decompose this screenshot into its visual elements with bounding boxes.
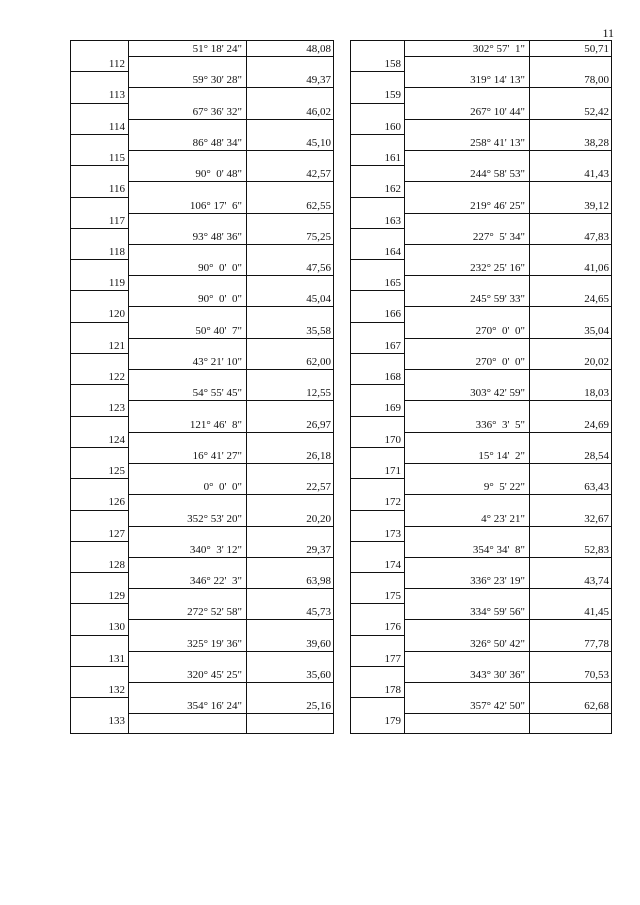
point-cell-divider <box>351 259 404 260</box>
point-number: 112 <box>108 58 125 70</box>
value-row-divider <box>404 557 611 558</box>
value-row-divider <box>128 56 333 57</box>
distance-value: 24,65 <box>584 293 609 306</box>
point-cell-divider <box>71 635 128 636</box>
point-cell-divider <box>351 103 404 104</box>
point-number: 169 <box>384 402 401 415</box>
bearing-value: 267° 10' 44" <box>470 105 525 118</box>
point-number: 113 <box>108 89 125 102</box>
bearing-value: 0° 0' 0" <box>203 481 242 494</box>
point-cell-divider <box>71 541 128 542</box>
point-number: 122 <box>108 371 125 383</box>
point-cell-divider <box>351 165 404 166</box>
point-number: 165 <box>384 277 401 290</box>
point-cell-divider <box>71 353 128 354</box>
point-cell-divider <box>351 478 404 479</box>
point-number: 115 <box>108 151 125 164</box>
point-number: 133 <box>108 715 125 728</box>
distance-value: 63,98 <box>306 575 331 588</box>
distance-value: 39,12 <box>584 199 609 212</box>
value-row-divider <box>128 306 333 307</box>
bearing-value: 326° 50' 42" <box>470 637 525 650</box>
distance-value: 77,78 <box>584 637 609 650</box>
distance-value: 62,00 <box>306 356 331 368</box>
point-cell-divider <box>351 447 404 448</box>
point-cell-divider <box>351 228 404 229</box>
point-number: 121 <box>108 339 125 352</box>
value-row-divider <box>128 369 333 370</box>
bearing-value: 93° 48' 36" <box>192 230 242 243</box>
distance-value: 49,37 <box>306 74 331 87</box>
point-cell-divider <box>71 447 128 448</box>
distance-value: 39,60 <box>306 637 331 650</box>
point-number: 177 <box>384 652 401 665</box>
distance-value: 28,54 <box>584 449 609 462</box>
value-row-divider <box>128 432 333 433</box>
point-number: 123 <box>108 402 125 415</box>
distance-value: 35,04 <box>584 324 609 337</box>
value-row-divider <box>128 213 333 214</box>
bearing-value: 9° 5' 22" <box>483 481 525 494</box>
point-cell-divider <box>71 228 128 229</box>
point-number: 178 <box>384 684 401 696</box>
bearing-value: 15° 14' 2" <box>478 449 525 462</box>
point-number: 120 <box>108 308 125 321</box>
distance-value: 24,69 <box>584 418 609 431</box>
bearing-value: 121° 46' 8" <box>189 418 242 431</box>
bearing-value: 90° 0' 0" <box>198 293 242 306</box>
point-number: 161 <box>384 151 401 164</box>
distance-value: 45,04 <box>306 293 331 306</box>
bearing-value: 270° 0' 0" <box>475 356 525 368</box>
bearing-value: 336° 3' 5" <box>475 418 525 431</box>
bearing-value: 303° 42' 59" <box>470 387 525 400</box>
bearing-value: 340° 3' 12" <box>189 543 242 556</box>
distance-value: 50,71 <box>584 43 609 55</box>
point-number: 159 <box>384 89 401 102</box>
point-number: 174 <box>384 558 401 571</box>
bearing-value: 320° 45' 25" <box>187 669 242 681</box>
point-number: 129 <box>108 590 125 603</box>
bearing-value: 90° 0' 48" <box>195 168 242 181</box>
value-row-divider <box>404 119 611 120</box>
point-cell-divider <box>71 103 128 104</box>
point-number: 170 <box>384 433 401 446</box>
value-row-divider <box>128 275 333 276</box>
point-cell-divider <box>351 635 404 636</box>
bearing-value: 227° 5' 34" <box>472 230 525 243</box>
point-number: 160 <box>384 120 401 133</box>
value-row-divider <box>128 400 333 401</box>
value-row-divider <box>128 682 333 683</box>
point-number: 164 <box>384 245 401 258</box>
value-row-divider <box>404 87 611 88</box>
distance-value: 22,57 <box>306 481 331 494</box>
point-number: 179 <box>384 715 401 728</box>
value-row-divider <box>128 150 333 151</box>
value-row-divider <box>404 56 611 57</box>
value-row-divider <box>404 400 611 401</box>
point-cell-divider <box>71 510 128 511</box>
distance-value: 62,68 <box>584 700 609 713</box>
distance-value: 70,53 <box>584 669 609 681</box>
distance-value: 32,67 <box>584 512 609 525</box>
point-number: 119 <box>108 277 125 290</box>
distance-value: 47,83 <box>584 230 609 243</box>
bearing-value: 59° 30' 28" <box>192 74 242 87</box>
point-number: 131 <box>108 652 125 665</box>
point-cell-divider <box>71 603 128 604</box>
value-row-divider <box>404 244 611 245</box>
value-row-divider <box>128 463 333 464</box>
value-row-divider <box>404 713 611 714</box>
point-number: 124 <box>108 433 125 446</box>
value-row-divider <box>128 713 333 714</box>
distance-value: 52,42 <box>584 105 609 118</box>
value-row-divider <box>404 213 611 214</box>
bearing-value: 16° 41' 27" <box>192 449 242 462</box>
point-number: 176 <box>384 621 401 634</box>
point-cell-divider <box>351 572 404 573</box>
distance-value: 46,02 <box>306 105 331 118</box>
value-row-divider <box>128 119 333 120</box>
value-row-divider <box>128 87 333 88</box>
point-cell-divider <box>351 71 404 72</box>
point-cell-divider <box>71 134 128 135</box>
distance-value: 12,55 <box>306 387 331 400</box>
distance-value: 42,57 <box>306 168 331 181</box>
point-cell-divider <box>351 134 404 135</box>
bearing-value: 106° 17' 6" <box>189 199 242 212</box>
distance-value: 35,60 <box>306 669 331 681</box>
bearing-value: 232° 25' 16" <box>470 262 525 275</box>
point-number: 158 <box>384 58 401 70</box>
bearing-value: 50° 40' 7" <box>195 324 242 337</box>
value-row-divider <box>404 432 611 433</box>
page-number: 11 <box>602 26 614 40</box>
value-row-divider <box>404 651 611 652</box>
value-row-divider <box>128 557 333 558</box>
bearing-value: 258° 41' 13" <box>470 136 525 149</box>
bearing-value: 270° 0' 0" <box>475 324 525 337</box>
value-row-divider <box>128 526 333 527</box>
point-number: 168 <box>384 371 401 383</box>
point-number: 166 <box>384 308 401 321</box>
value-row-divider <box>404 494 611 495</box>
value-row-divider <box>404 369 611 370</box>
bearing-value: 352° 53' 20" <box>187 512 242 525</box>
point-number: 127 <box>108 527 125 540</box>
point-number: 162 <box>384 183 401 196</box>
point-cell-divider <box>351 510 404 511</box>
survey-table-right <box>350 40 612 734</box>
bearing-value: 51° 18' 24" <box>192 43 242 55</box>
distance-value: 20,02 <box>584 356 609 368</box>
point-cell-divider <box>71 478 128 479</box>
bearing-value: 67° 36' 32" <box>192 105 242 118</box>
distance-value: 52,83 <box>584 543 609 556</box>
point-cell-divider <box>71 384 128 385</box>
distance-value: 26,97 <box>306 418 331 431</box>
point-number: 116 <box>108 183 125 196</box>
value-row-divider <box>128 588 333 589</box>
value-row-divider <box>404 588 611 589</box>
point-cell-divider <box>351 603 404 604</box>
point-cell-divider <box>351 384 404 385</box>
value-row-divider <box>404 526 611 527</box>
distance-value: 43,74 <box>584 575 609 588</box>
point-number: 114 <box>108 120 125 133</box>
value-row-divider <box>404 275 611 276</box>
distance-value: 45,73 <box>306 606 331 619</box>
bearing-value: 302° 57' 1" <box>472 43 525 55</box>
bearing-value: 86° 48' 34" <box>192 136 242 149</box>
point-cell-divider <box>351 416 404 417</box>
point-cell-divider <box>351 697 404 698</box>
point-number: 128 <box>108 558 125 571</box>
value-row-divider <box>404 619 611 620</box>
distance-value: 18,03 <box>584 387 609 400</box>
bearing-value: 245° 59' 33" <box>470 293 525 306</box>
point-cell-divider <box>351 541 404 542</box>
distance-value: 63,43 <box>584 481 609 494</box>
bearing-value: 357° 42' 50" <box>470 700 525 713</box>
bearing-value: 343° 30' 36" <box>470 669 525 681</box>
distance-value: 41,45 <box>584 606 609 619</box>
point-cell-divider <box>351 197 404 198</box>
bearing-value: 54° 55' 45" <box>192 387 242 400</box>
point-number: 172 <box>384 496 401 509</box>
bearing-value: 354° 16' 24" <box>187 700 242 713</box>
value-row-divider <box>128 651 333 652</box>
point-number: 175 <box>384 590 401 603</box>
point-number: 132 <box>108 684 125 696</box>
value-row-divider <box>128 494 333 495</box>
value-row-divider <box>404 150 611 151</box>
point-cell-divider <box>71 197 128 198</box>
value-row-divider <box>128 181 333 182</box>
distance-value: 35,58 <box>306 324 331 337</box>
distance-value: 25,16 <box>306 700 331 713</box>
point-cell-divider <box>71 416 128 417</box>
value-row-divider <box>404 338 611 339</box>
point-number: 171 <box>384 464 401 477</box>
distance-value: 48,08 <box>306 43 331 55</box>
distance-value: 29,37 <box>306 543 331 556</box>
bearing-value: 336° 23' 19" <box>470 575 525 588</box>
distance-value: 41,06 <box>584 262 609 275</box>
distance-value: 41,43 <box>584 168 609 181</box>
survey-table-left <box>70 40 334 734</box>
point-cell-divider <box>71 322 128 323</box>
point-number: 126 <box>108 496 125 509</box>
distance-value: 78,00 <box>584 74 609 87</box>
point-cell-divider <box>71 697 128 698</box>
bearing-value: 219° 46' 25" <box>470 199 525 212</box>
point-cell-divider <box>71 259 128 260</box>
value-row-divider <box>128 244 333 245</box>
distance-value: 45,10 <box>306 136 331 149</box>
point-number: 117 <box>108 214 125 227</box>
value-row-divider <box>128 619 333 620</box>
bearing-value: 43° 21' 10" <box>192 356 242 368</box>
value-row-divider <box>404 306 611 307</box>
point-cell-divider <box>71 71 128 72</box>
point-cell-divider <box>71 666 128 667</box>
point-cell-divider <box>71 290 128 291</box>
bearing-value: 325° 19' 36" <box>187 637 242 650</box>
point-number: 167 <box>384 339 401 352</box>
value-row-divider <box>404 682 611 683</box>
point-number: 173 <box>384 527 401 540</box>
distance-value: 38,28 <box>584 136 609 149</box>
point-cell-divider <box>351 290 404 291</box>
point-cell-divider <box>71 165 128 166</box>
bearing-value: 244° 58' 53" <box>470 168 525 181</box>
distance-value: 20,20 <box>306 512 331 525</box>
bearing-value: 354° 34' 8" <box>472 543 525 556</box>
distance-value: 62,55 <box>306 199 331 212</box>
value-row-divider <box>128 338 333 339</box>
point-cell-divider <box>71 572 128 573</box>
value-row-divider <box>404 181 611 182</box>
point-cell-divider <box>351 353 404 354</box>
distance-value: 26,18 <box>306 449 331 462</box>
point-number: 130 <box>108 621 125 634</box>
bearing-value: 272° 52' 58" <box>187 606 242 619</box>
point-number: 118 <box>108 245 125 258</box>
bearing-value: 319° 14' 13" <box>470 74 525 87</box>
value-row-divider <box>404 463 611 464</box>
bearing-value: 4° 23' 21" <box>481 512 525 525</box>
bearing-value: 346° 22' 3" <box>189 575 242 588</box>
distance-value: 47,56 <box>306 262 331 275</box>
bearing-value: 90° 0' 0" <box>198 262 242 275</box>
point-cell-divider <box>351 322 404 323</box>
distance-value: 75,25 <box>306 230 331 243</box>
point-number: 163 <box>384 214 401 227</box>
point-cell-divider <box>351 666 404 667</box>
point-number: 125 <box>108 464 125 477</box>
bearing-value: 334° 59' 56" <box>470 606 525 619</box>
